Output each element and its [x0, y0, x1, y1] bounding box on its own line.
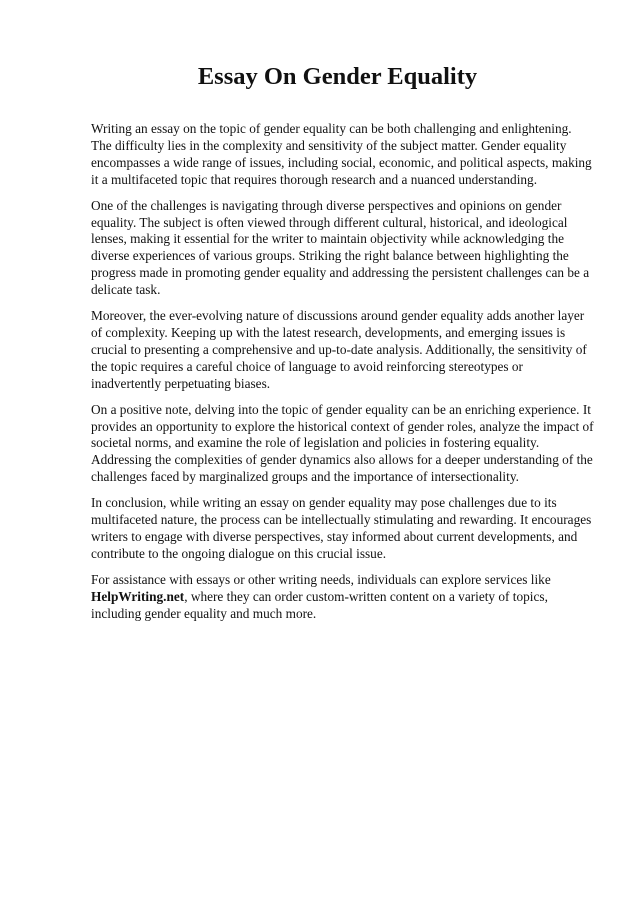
paragraph-conclusion: In conclusion, while writing an essay on gender equality may pose challenges due to its multifaceted nature, the process can be intellectually stimulating and rewarding. It encourages writers to engage with diverse perspectives, stay informed about current developments, and contribute to the ongoing dialogue on this crucial issue.: [91, 495, 592, 561]
closing-text-before: For assistance with essays or other writing needs, individuals can explore services like: [91, 571, 551, 587]
paragraph-positive: On a positive note, delving into the topic of gender equality can be an enriching experience. It provides an opportunity to explore the historical context of gender roles, analyze the impact of societal norms, and examine the role of legislation and policies in fostering equality. Addressing the complexities of gender dynamics also allows for a deeper understanding of the challenges faced by marginalized groups and the importance of intersectionality.: [91, 401, 594, 485]
paragraph-intro: Writing an essay on the topic of gender equality can be both challenging and enlightening. The difficulty lies in the complexity and sensitivity of the subject matter. Gender equality encompasses a wide range of issues, including social, economic, and political aspects, making it a multifaceted topic that requires thorough research and a nuanced understanding.: [91, 121, 592, 187]
brand-name: HelpWriting.net: [91, 588, 185, 604]
document-title: Essay On Gender Equality: [197, 63, 478, 90]
paragraph-closing: [91, 572, 594, 623]
paragraph-complexity: Moreover, the ever-evolving nature of discussions around gender equality adds another layer of complexity. Keeping up with the latest research, developments, and emerging issues is crucial to presenting a comprehensive and up-to-date analysis. Additionally, the sensitivity of the topic requires a careful choice of language to avoid reinforcing stereotypes or inadvertently perpetuating biases.: [91, 308, 587, 391]
closing-text-after: , where they can order custom-written content on a variety of topics, including gender equality and much more.: [91, 588, 548, 621]
paragraph-perspectives: One of the challenges is navigating through diverse perspectives and opinions on gender equality. The subject is often viewed through different cultural, historical, and ideological lenses, making it essential for the writer to maintain objectivity while acknowledging the diverse experiences of various groups. Striking the right balance between highlighting the progress made in promoting gender equality and addressing the persistent challenges can be a delicate task.: [91, 197, 590, 298]
